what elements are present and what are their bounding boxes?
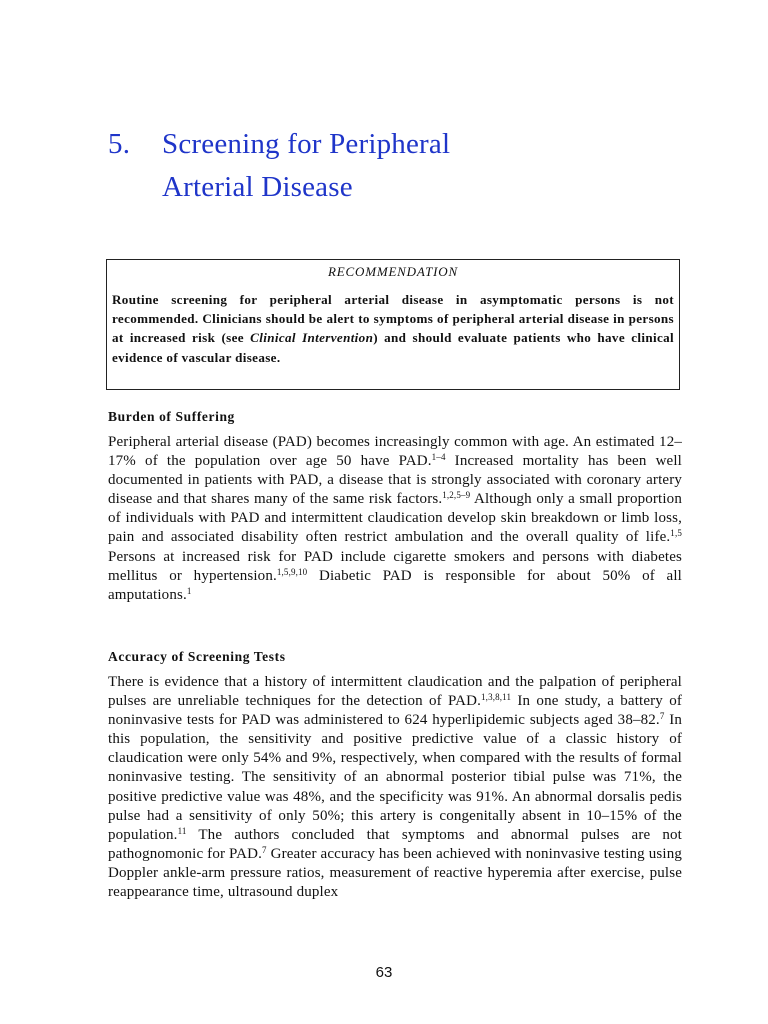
citation-superscript: 7 [262, 844, 267, 855]
chapter-title [108, 123, 708, 209]
recommendation-heading: RECOMMENDATION [328, 264, 458, 279]
paragraph-accuracy [108, 673, 682, 902]
citation-superscript: 7 [659, 711, 665, 722]
paragraph-text: Greater accuracy has been achieved with noninvasive testing using Doppler ankle-arm pressure ratios, measurement of reactive hyperemia after exercise, pulse reappearance time, ultrasound duplex [108, 845, 682, 901]
section-burden [108, 408, 682, 605]
citation-superscript: 1,3,8,11 [481, 692, 512, 703]
citation-superscript: 11 [177, 825, 187, 836]
paragraph-text: There is evidence that a history of intermittent claudication and the palpation of peripheral pulses are unreliable techniques for the detection of PAD. [108, 674, 682, 710]
recommendation-text-part2: ) and should evaluate patients who have clinical evidence of vascular disease. [112, 330, 675, 365]
citation-superscript: 1–4 [431, 452, 446, 463]
citation-superscript: 1,5 [670, 528, 682, 539]
recommendation-text [112, 290, 674, 367]
page-number: 63 [375, 964, 393, 981]
citation-superscript: 1,2,5–9 [442, 490, 471, 501]
chapter-title-line2: Arterial Disease [162, 171, 353, 203]
recommendation-text-part1: Routine screening for peripheral arterial disease in asymptomatic persons is not recommended. Clinicians should be alert to symptoms of peripheral arterial disease in persons at increased risk (see [112, 292, 674, 346]
citation-superscript: 1,5,9,10 [276, 566, 308, 577]
paragraph-text: In this population, the sensitivity and positive predictive value of a classic history of claudication were only 54% and 9%, respectively, when compared with the results of formal noninvasive testing. The sensitivity of an abnormal posterior tibial pulse was 71%, the positive predictive value was 48%, and the specificity was 91%. An abnormal dorsalis pedis pulse had a sensitivity of only 50%; this artery is congenitally absent in 10–15% of the population. [108, 712, 682, 843]
section-accuracy [108, 648, 682, 902]
chapter-number: 5. [108, 128, 131, 160]
paragraph-text: Diabetic PAD is responsible for about 50% of all amputations. [108, 567, 682, 603]
recommendation-box [106, 259, 680, 390]
recommendation-text-italic: Clinical Intervention [250, 330, 374, 346]
section-heading-burden: Burden of Suffering [108, 409, 235, 424]
chapter-title-line1: Screening for Peripheral [162, 128, 451, 160]
paragraph-burden [108, 433, 682, 605]
citation-superscript: 1 [186, 585, 192, 596]
paragraph-text: The authors concluded that symptoms and abnormal pulses are not pathognomonic for PAD. [108, 826, 682, 862]
section-heading-accuracy: Accuracy of Screening Tests [108, 649, 286, 664]
paragraph-text: Increased mortality has been well documented in patients with PAD, a disease that is strongly associated with coronary artery disease and that shares many of the same risk factors. [108, 453, 682, 508]
paragraph-text: In one study, a battery of noninvasive tests for PAD was administered to 624 hyperlipidemic subjects aged 38–82. [108, 693, 682, 729]
paragraph-text: Peripheral arterial disease (PAD) becomes increasingly common with age. An estimated 12–17% of the population over age 50 have PAD. [108, 434, 682, 470]
paragraph-text: Persons at increased risk for PAD include cigarette smokers and persons with diabetes mellitus or hypertension. [108, 548, 682, 584]
paragraph-text: Although only a small proportion of individuals with PAD and intermittent claudication develop skin breakdown or limb loss, pain and associated disability often restrict ambulation and the overall quality of life. [108, 491, 682, 546]
